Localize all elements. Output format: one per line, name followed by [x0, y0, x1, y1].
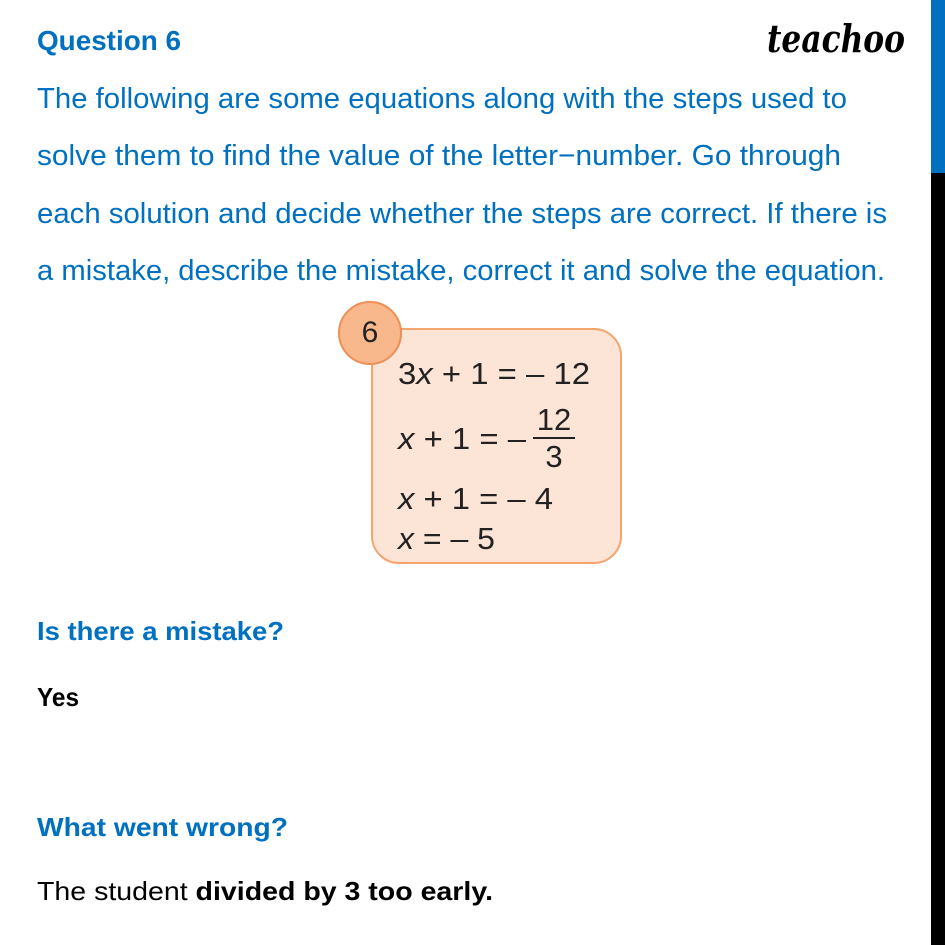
wrong-answer-emphasis: divided by 3 too early.	[195, 876, 493, 906]
mistake-answer: Yes	[37, 682, 79, 712]
wrong-answer: The student divided by 3 too early.	[37, 876, 493, 906]
mistake-heading: Is there a mistake?	[37, 616, 284, 646]
question-number-badge: 6	[338, 301, 402, 365]
question-line: The following are some equations along with the steps used to	[37, 83, 847, 115]
question-title: Question 6	[37, 25, 181, 56]
teachoo-logo: teachoo	[767, 16, 905, 61]
wrong-heading: What went wrong?	[37, 812, 288, 842]
question-line: solve them to find the value of the letter−number. Go through	[37, 140, 842, 172]
equation-step-1: 3x + 1 = – 12	[398, 356, 590, 391]
scrollbar-thumb[interactable]	[931, 0, 945, 173]
fraction-denominator: 3	[545, 439, 563, 474]
equation-step-3: x + 1 = – 4	[398, 481, 553, 516]
fraction-numerator: 12	[536, 402, 572, 437]
equation-step-2: x + 1 = –	[398, 421, 526, 456]
question-line: each solution and decide whether the steps are correct. If there is	[37, 198, 887, 230]
question-line: a mistake, describe the mistake, correct it and solve the equation.	[37, 255, 885, 287]
fraction	[533, 402, 575, 474]
equation-step-4: x = – 5	[398, 521, 495, 556]
